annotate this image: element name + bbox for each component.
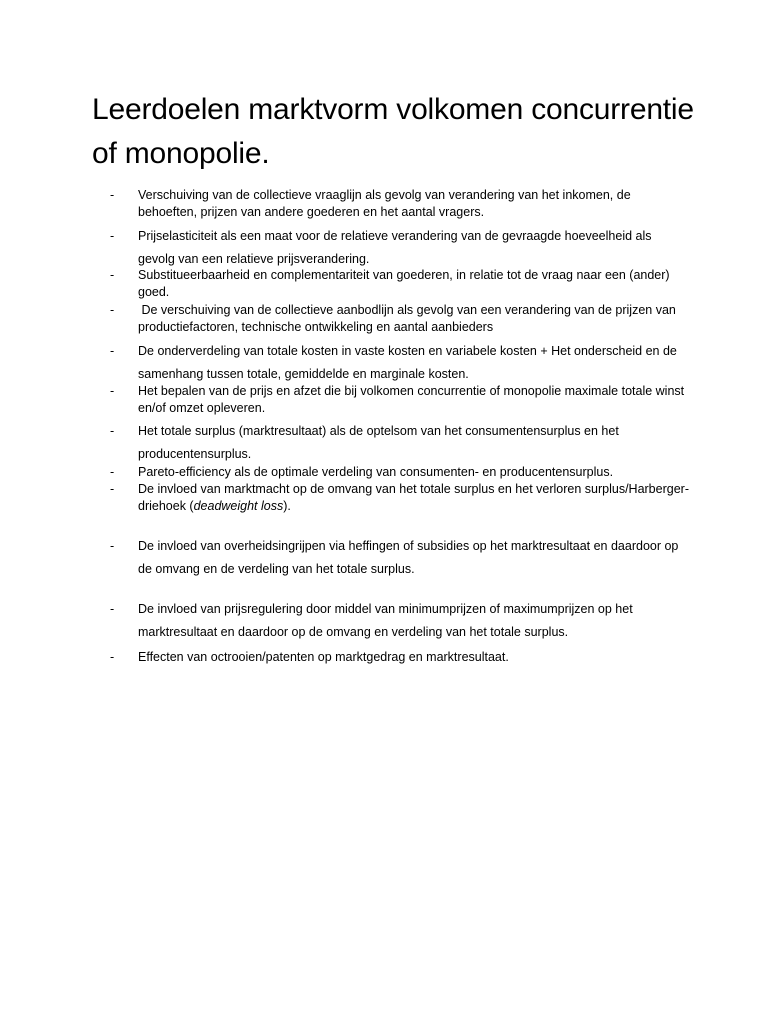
- bullet-dash: -: [110, 424, 115, 438]
- list-item: [110, 535, 690, 581]
- list-item-text: De onderverdeling van totale kosten in vaste kosten en variabele kosten + Het onderscheid en de samenhang tussen totale, gemiddelde en marginale kosten.: [138, 344, 677, 381]
- list-item-text: Substitueerbaarheid en complementariteit van goederen, in relatie tot de vraag naar een (ander) goed.: [138, 268, 670, 299]
- list-item-text: Pareto-efficiency als de optimale verdeling van consumenten- en producentensurplus.: [138, 465, 614, 479]
- list-item-text: Effecten van octrooien/patenten op marktgedrag en marktresultaat.: [138, 650, 509, 664]
- list-item: [110, 302, 690, 336]
- list-item: [110, 481, 690, 515]
- list-item: [110, 420, 690, 466]
- bullet-dash: -: [110, 465, 115, 479]
- bullet-dash: -: [110, 268, 115, 282]
- list-item: [110, 267, 690, 301]
- list-item-text: Prijselasticiteit als een maat voor de relatieve verandering van de gevraagde hoeveelheid als gevolg van een relatieve prijsverandering.: [138, 229, 652, 266]
- list-item: [110, 649, 690, 666]
- bullet-dash: -: [110, 188, 115, 202]
- bullet-dash: -: [110, 303, 115, 317]
- bullet-dash: -: [110, 482, 115, 496]
- page-title: Leerdoelen marktvorm volkomen concurrentie of monopolie.: [92, 93, 694, 170]
- bullet-dash: -: [110, 384, 115, 398]
- list-item-text-part: De invloed van marktmacht op de omvang van het totale surplus en het verloren surplus/Harberger-driehoek (: [138, 482, 689, 513]
- list-item: [110, 225, 690, 271]
- list-item-text: De invloed van prijsregulering door middel van minimumprijzen of maximumprijzen op het marktresultaat en daardoor op de omvang en verdeling van het totale surplus.: [138, 602, 633, 639]
- list-item-text: Verschuiving van de collectieve vraaglijn als gevolg van verandering van het inkomen, de behoeften, prijzen van andere goederen en het aantal vragers.: [138, 188, 631, 219]
- list-item: [110, 340, 690, 386]
- list-item: [110, 187, 690, 221]
- list-item-text: Het totale surplus (marktresultaat) als de optelsom van het consumentensurplus en het producentensurplus.: [138, 424, 619, 461]
- list-item-text: De invloed van overheidsingrijpen via heffingen of subsidies op het marktresultaat en daardoor op de omvang en de verdeling van het totale surplus.: [138, 539, 679, 576]
- deadweight-loss-term: deadweight loss: [193, 499, 284, 513]
- bullet-dash: -: [110, 229, 115, 243]
- list-item-text: Het bepalen van de prijs en afzet die bij volkomen concurrentie of monopolie maximale totale winst en/of omzet opleveren.: [138, 384, 685, 415]
- bullet-dash: -: [110, 650, 115, 664]
- list-item-text: [138, 481, 690, 515]
- list-item-text-part: ).: [283, 499, 291, 513]
- list-item: [110, 598, 690, 644]
- bullet-dash: -: [110, 344, 115, 358]
- list-item: [110, 383, 690, 417]
- list-item: [110, 464, 690, 481]
- bullet-dash: -: [110, 539, 115, 553]
- bullet-dash: -: [110, 602, 115, 616]
- list-item-text: De verschuiving van de collectieve aanbodlijn als gevolg van een verandering van de prijzen van productiefactoren, technische ontwikkeling en aantal aanbieders: [138, 303, 680, 334]
